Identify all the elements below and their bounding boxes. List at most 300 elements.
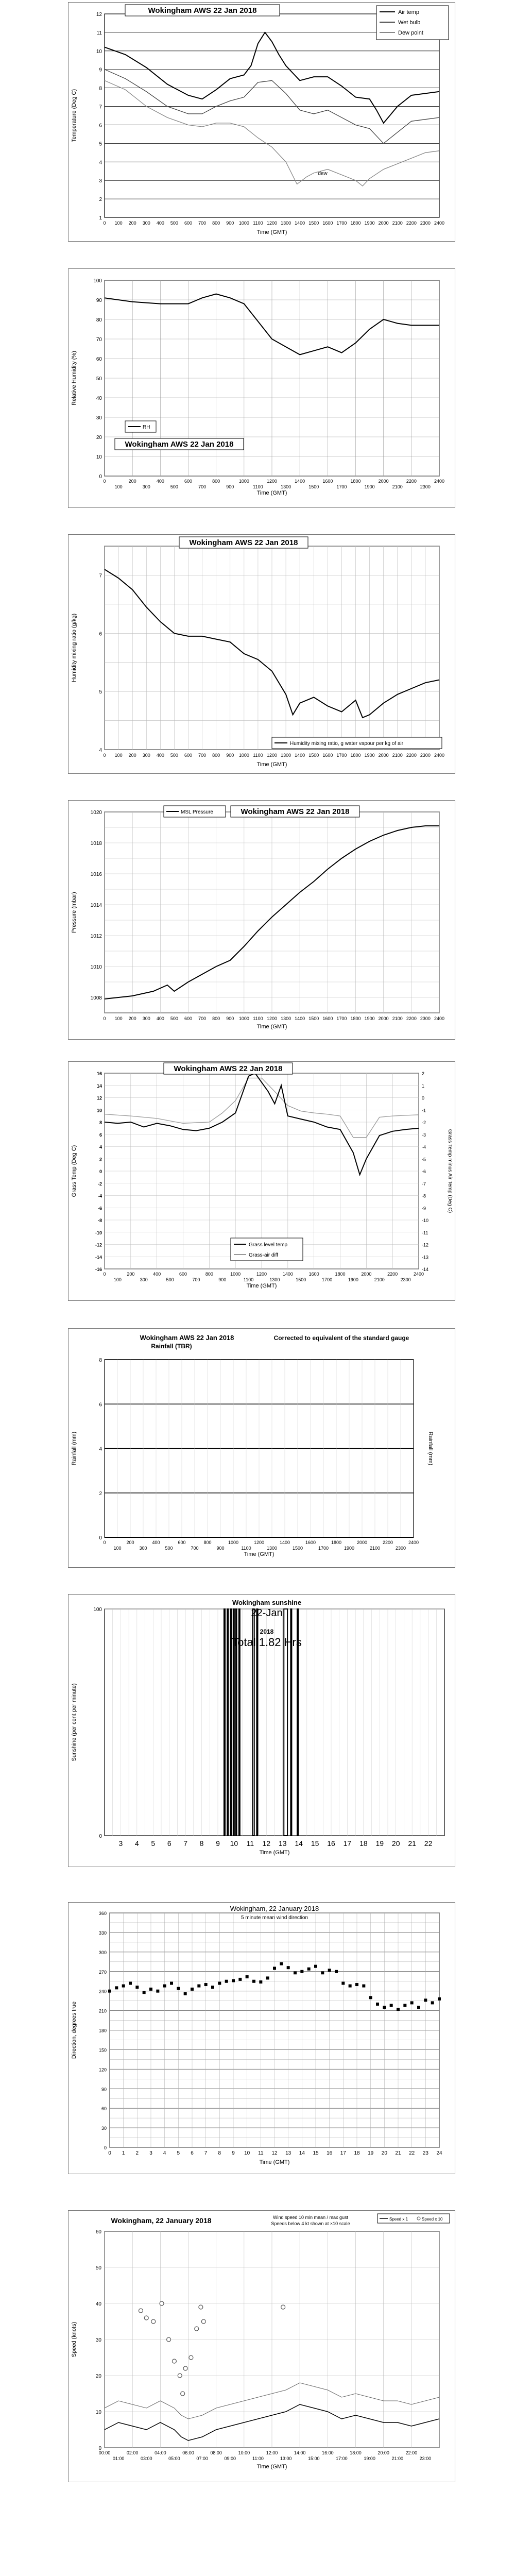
grass-y-tick-label: 12	[96, 1095, 102, 1101]
humidity-chart-svg	[68, 269, 455, 507]
hr-x-tick-label: 1200	[266, 753, 278, 758]
wd-point	[115, 1986, 118, 1989]
temp-x-tick-label: 2300	[420, 221, 431, 226]
wd-point	[108, 1990, 111, 1993]
wd-point	[424, 1998, 427, 2002]
y-axis-label: Relative Humidity (%)	[71, 351, 77, 405]
rh-x-tick-label-lower: 700	[198, 484, 207, 489]
grass-y2-tick-label: -8	[422, 1193, 426, 1199]
ws-x-tick-label-lower: 05:00	[168, 2456, 180, 2461]
rainfall-chart	[68, 1328, 455, 1568]
hr-x-tick-label: 1700	[336, 753, 347, 758]
rain-y-tick-label: 4	[99, 1446, 102, 1452]
temp-x-tick-label: 1800	[350, 221, 361, 226]
pres-x-tick-label: 1600	[322, 1016, 333, 1021]
ws-y-tick-label: 50	[95, 2265, 101, 2271]
wd-y-tick-label: 360	[98, 1911, 107, 1916]
grass-y-tick-label: 4	[99, 1144, 102, 1150]
pres-x-tick-label: 900	[226, 1016, 234, 1021]
ws-point-x10	[160, 2301, 164, 2306]
temperature-chart	[68, 2, 455, 242]
rh-y-tick-label: 40	[96, 396, 102, 401]
grass-y-tick-label: 0	[99, 1169, 102, 1174]
rain-x-tick-label-lower: 2100	[369, 1546, 381, 1551]
wd-point	[403, 2004, 406, 2007]
grass-x-tick-label: 600	[179, 1272, 187, 1277]
rain-x-tick-label-lower: 1500	[292, 1546, 303, 1551]
sun-x-tick-label: 6	[167, 1839, 171, 1848]
humidity-ratio-chart	[68, 534, 455, 774]
temp-y-tick-label: 5	[99, 141, 102, 147]
hr-title: Wokingham AWS 22 Jan 2018	[189, 538, 298, 547]
sunshine-bar	[227, 1609, 228, 1836]
ws-x-tick-label: 08:00	[210, 2450, 222, 2455]
ws-x-tick-label-lower: 23:00	[419, 2456, 432, 2461]
hr-x-tick-label: 2400	[434, 753, 445, 758]
wd-point	[355, 1983, 358, 1986]
wd-x-tick-label: 18	[354, 2150, 360, 2156]
temp-y-tick-label: 8	[99, 86, 102, 92]
wd-x-tick-label: 15	[313, 2150, 319, 2156]
grass-chart-svg	[68, 1062, 455, 1300]
ws-point-x10	[183, 2366, 187, 2370]
rh-y-tick-label: 10	[96, 454, 102, 460]
wd-point	[204, 1983, 208, 1986]
rain-x-tick-label: 200	[126, 1540, 134, 1545]
x-axis-label: Time (GMT)	[244, 1551, 274, 1557]
grass-y-tick-label: -4	[97, 1193, 102, 1199]
pres-x-tick-label: 1300	[281, 1016, 291, 1021]
temp-title: Wokingham AWS 22 Jan 2018	[148, 6, 257, 15]
hr-y-tick-label: 4	[99, 748, 102, 753]
ws-point-x10	[201, 2319, 205, 2324]
rain-subtitle: Rainfall (TBR)	[151, 1343, 192, 1350]
wd-x-tick-label: 22	[409, 2150, 415, 2156]
temp-x-tick-label: 1400	[295, 221, 305, 226]
rain-x-tick-label-lower: 700	[191, 1546, 199, 1551]
temp-y-tick-label: 6	[99, 123, 102, 129]
ws-point-x10	[144, 2316, 148, 2320]
humidity-chart	[68, 268, 455, 508]
temp-y-tick-label: 12	[96, 12, 102, 18]
wd-point	[390, 2004, 393, 2007]
grass-x-tick-label-lower: 2100	[374, 1277, 385, 1282]
sun-y-tick-label: 0	[99, 1834, 102, 1839]
x-axis-label: Time (GMT)	[256, 761, 287, 768]
pres-y-tick-label: 1018	[90, 841, 102, 846]
grass-y2-tick-label: -14	[422, 1267, 429, 1272]
wd-point	[376, 2003, 379, 2006]
sun-x-tick-label: 13	[278, 1839, 287, 1848]
hr-y-tick-label: 6	[99, 631, 102, 637]
sun-x-tick-label: 17	[343, 1839, 352, 1848]
hr-x-tick-label: 2100	[392, 753, 403, 758]
hr-x-tick-label: 1100	[253, 753, 263, 758]
grass-y-tick-label: 14	[96, 1083, 102, 1089]
grass-x-tick-label: 2400	[413, 1272, 424, 1277]
rh-x-tick-label: 800	[212, 479, 220, 484]
sun-x-tick-label: 10	[230, 1839, 238, 1848]
hr-x-tick-label: 2300	[420, 753, 431, 758]
grass-x-tick-label-lower: 700	[192, 1277, 200, 1282]
pres-x-tick-label: 1900	[364, 1016, 375, 1021]
x-axis-label: Time (GMT)	[259, 2159, 290, 2165]
rh-x-tick-label: 2400	[434, 479, 445, 484]
grass-x-tick-label-lower: 1700	[322, 1277, 333, 1282]
ws-y-tick-label: 20	[95, 2374, 101, 2379]
y-axis-label: Rainfall (mm)	[71, 1431, 77, 1466]
ws-point-x10	[172, 2359, 176, 2363]
y2-axis-label: Rainfall (mm)	[427, 1431, 434, 1466]
hr-x-tick-label: 400	[156, 753, 164, 758]
grass-y2-tick-label: -11	[422, 1230, 428, 1235]
dew-annotation: dew	[318, 171, 328, 177]
grass-y2-tick-label: -7	[422, 1181, 426, 1187]
x-axis-label: Time (GMT)	[256, 2464, 287, 2470]
grass-x-tick-label: 400	[153, 1272, 161, 1277]
sun-x-tick-label: 19	[375, 1839, 384, 1848]
sun-x-tick-label: 15	[311, 1839, 319, 1848]
wd-x-tick-label: 9	[232, 2150, 235, 2156]
pres-x-tick-label: 800	[212, 1016, 220, 1021]
wd-y-tick-label: 330	[98, 1930, 107, 1936]
x-axis-label: Time (GMT)	[256, 229, 287, 235]
rh-x-tick-label-lower: 1500	[308, 484, 319, 489]
ws-legend-label: Speed x 10	[422, 2217, 443, 2222]
wd-x-tick-label: 17	[340, 2150, 346, 2156]
ws-x-tick-label: 00:00	[98, 2450, 111, 2455]
sun-year: 2018	[260, 1628, 274, 1635]
hr-x-tick-label: 0	[103, 753, 106, 758]
ws-x-tick-label: 06:00	[182, 2450, 194, 2455]
rh-legend-label: RH	[143, 425, 150, 430]
wind-direction-chart-svg	[68, 1903, 455, 2174]
rain-x-tick-label: 1800	[331, 1540, 342, 1545]
wd-point	[362, 1985, 365, 1988]
temp-x-tick-label: 600	[184, 221, 193, 226]
pres-title: Wokingham AWS 22 Jan 2018	[241, 807, 350, 816]
temp-y-tick-label: 3	[99, 178, 102, 184]
wd-x-tick-label: 19	[368, 2150, 374, 2156]
rh-x-tick-label: 1400	[295, 479, 305, 484]
sun-x-tick-label: 16	[327, 1839, 335, 1848]
wd-subtitle: 5 minute mean wind direction	[241, 1915, 308, 1921]
rain-y-tick-label: 2	[99, 1490, 102, 1497]
hr-x-tick-label: 900	[226, 753, 234, 758]
sun-x-tick-label: 22	[424, 1839, 433, 1848]
pres-y-tick-label: 1020	[90, 810, 102, 816]
rain-y-tick-label: 6	[99, 1402, 102, 1408]
wd-point	[369, 1996, 372, 1999]
grass-x-tick-label-lower: 100	[113, 1277, 122, 1282]
wd-point	[191, 1988, 194, 1991]
pres-x-tick-label: 1000	[238, 1016, 249, 1021]
temp-x-tick-label: 1200	[266, 221, 278, 226]
temp-x-tick-label: 300	[142, 221, 150, 226]
rain-x-tick-label-lower: 1300	[266, 1546, 278, 1551]
hr-x-tick-label: 500	[170, 753, 178, 758]
pres-x-tick-label: 0	[103, 1016, 106, 1021]
rh-title: Wokingham AWS 22 Jan 2018	[125, 440, 234, 449]
temp-y-tick-label: 1	[99, 215, 102, 221]
rh-y-tick-label: 100	[93, 278, 102, 284]
sun-x-tick-label: 7	[183, 1839, 188, 1848]
grass-y2-tick-label: -1	[422, 1108, 426, 1113]
ws-point-x10	[139, 2309, 143, 2313]
rh-x-tick-label-lower: 2100	[392, 484, 403, 489]
wd-point	[341, 1982, 345, 1985]
grass-x-tick-label: 1200	[256, 1272, 267, 1277]
sun-x-tick-label: 5	[151, 1839, 156, 1848]
grass-y2-tick-label: -10	[422, 1218, 429, 1223]
temp-y-tick-label: 9	[99, 67, 102, 73]
temp-x-tick-label: 1300	[281, 221, 291, 226]
grass-y-tick-label: -12	[95, 1242, 102, 1248]
wd-x-tick-label: 21	[395, 2150, 401, 2156]
rh-y-tick-label: 70	[96, 337, 102, 343]
temp-legend-label: Wet bulb	[398, 20, 421, 26]
rh-x-tick-label: 1800	[350, 479, 361, 484]
temp-x-tick-label: 1900	[364, 221, 375, 226]
sun-x-tick-label: 21	[408, 1839, 416, 1848]
y-axis-label: Pressure (mbar)	[71, 892, 77, 933]
wd-point	[314, 1965, 317, 1968]
grass-x-tick-label-lower: 1900	[348, 1277, 358, 1282]
rain-x-tick-label: 800	[203, 1540, 212, 1545]
sun-total: Total 1.82 Hrs	[232, 1636, 302, 1649]
ws-x-tick-label: 12:00	[266, 2450, 278, 2455]
ws-x-tick-label: 20:00	[377, 2450, 389, 2455]
rain-x-tick-label: 2200	[382, 1540, 393, 1545]
wind-speed-chart-svg	[68, 2211, 455, 2482]
grass-x-tick-label: 2000	[361, 1272, 372, 1277]
grass-y2-tick-label: -4	[422, 1144, 426, 1150]
ws-y-tick-label: 40	[95, 2301, 101, 2307]
grass-x-tick-label: 0	[103, 1272, 106, 1277]
ws-subtitle: Wind speed 10 min mean / max gust	[272, 2215, 349, 2220]
wd-point	[273, 1967, 276, 1970]
grass-legend-label: Grass level temp	[249, 1242, 288, 1248]
rh-x-tick-label-lower: 300	[142, 484, 150, 489]
wd-x-tick-label: 11	[258, 2150, 264, 2156]
grass-x-tick-label-lower: 1500	[296, 1277, 306, 1282]
ws-point-x10	[199, 2305, 203, 2309]
ws-x-tick-label-lower: 21:00	[391, 2456, 404, 2461]
ws-point-x10	[281, 2305, 285, 2309]
ws-x-tick-label: 16:00	[322, 2450, 334, 2455]
wd-y-tick-label: 90	[101, 2087, 107, 2092]
ws-y-tick-label: 60	[95, 2229, 101, 2235]
grass-x-tick-label: 1400	[282, 1272, 293, 1277]
rh-x-tick-label-lower: 1300	[281, 484, 291, 489]
wd-x-tick-label: 14	[299, 2150, 305, 2156]
pressure-chart	[68, 800, 455, 1040]
pres-legend-label: MSL Pressure	[181, 809, 213, 815]
wd-x-tick-label: 6	[191, 2150, 194, 2156]
grass-title: Wokingham AWS 22 Jan 2018	[174, 1064, 283, 1073]
ws-title: Wokingham, 22 January 2018	[111, 2216, 212, 2225]
wd-x-tick-label: 8	[218, 2150, 221, 2156]
ws-legend-swatch	[417, 2217, 420, 2220]
wd-y-tick-label: 120	[98, 2067, 107, 2073]
y-axis-label: Temperature (Deg C)	[71, 89, 77, 143]
rh-x-tick-label: 400	[156, 479, 164, 484]
wd-x-tick-label: 4	[163, 2150, 166, 2156]
pres-x-tick-label: 2000	[378, 1016, 389, 1021]
wd-point	[438, 1997, 441, 2001]
pres-x-tick-label: 1100	[253, 1016, 263, 1021]
hr-x-tick-label: 800	[212, 753, 220, 758]
humidity-ratio-chart-svg	[68, 535, 455, 773]
grass-x-tick-label-lower: 500	[166, 1277, 174, 1282]
wind-direction-chart	[68, 1902, 455, 2174]
rain-x-tick-label: 1400	[279, 1540, 290, 1545]
grass-chart	[68, 1061, 455, 1301]
sunshine-chart	[68, 1594, 455, 1867]
temp-x-tick-label: 0	[103, 221, 106, 226]
wd-point	[184, 1992, 187, 1995]
wd-x-tick-label: 16	[327, 2150, 333, 2156]
grass-x-tick-label-lower: 1100	[243, 1277, 254, 1282]
hr-x-tick-label: 1000	[238, 753, 249, 758]
y2-axis-label: Grass Temp minus Air Temp (Deg C)	[447, 1129, 453, 1213]
ws-x-tick-label-lower: 19:00	[364, 2456, 375, 2461]
sun-x-tick-label: 12	[262, 1839, 271, 1848]
wd-point	[238, 1978, 242, 1981]
y-axis-label: Humidity mixing ratio (g/kg)	[71, 613, 77, 683]
grass-x-tick-label: 800	[205, 1272, 213, 1277]
ws-y-tick-label: 0	[98, 2446, 101, 2451]
hr-x-tick-label: 600	[184, 753, 193, 758]
ws-point-x10	[151, 2319, 156, 2324]
ws-x-tick-label: 04:00	[154, 2450, 166, 2455]
rh-x-tick-label: 1600	[322, 479, 333, 484]
grass-y-tick-label: -2	[97, 1181, 102, 1187]
temp-x-tick-label: 1100	[253, 221, 263, 226]
grass-y-tick-label: -14	[95, 1255, 102, 1260]
pres-x-tick-label: 200	[128, 1016, 136, 1021]
ws-x-tick-label-lower: 09:00	[224, 2456, 236, 2461]
hr-x-tick-label: 200	[128, 753, 136, 758]
wd-y-tick-label: 270	[98, 1969, 107, 1975]
grass-y2-tick-label: -5	[422, 1157, 426, 1162]
ws-subtitle2: Speeds below 4 kt shown at ×10 scale	[271, 2221, 350, 2226]
wd-point	[122, 1985, 125, 1988]
wd-point	[143, 1991, 146, 1994]
wd-x-tick-label: 10	[244, 2150, 250, 2156]
wd-point	[246, 1975, 249, 1978]
ws-point-x10	[195, 2327, 199, 2331]
rh-y-tick-label: 90	[96, 298, 102, 303]
grass-y2-tick-label: 0	[422, 1095, 425, 1101]
y-axis-label: Sunshine (per cent per minute)	[71, 1683, 77, 1761]
ws-point-x10	[167, 2337, 171, 2342]
wd-point	[129, 1982, 132, 1985]
pressure-chart-svg	[68, 801, 455, 1039]
pres-x-tick-label: 2200	[406, 1016, 417, 1021]
wd-x-tick-label: 24	[436, 2150, 442, 2156]
temp-y-tick-label: 10	[96, 48, 102, 55]
wd-x-tick-label: 23	[422, 2150, 428, 2156]
ws-point-x10	[178, 2374, 182, 2378]
rh-x-tick-label: 1000	[238, 479, 249, 484]
rain-x-tick-label-lower: 100	[113, 1546, 122, 1551]
hr-x-tick-label: 700	[198, 753, 207, 758]
grass-y2-tick-label: -13	[422, 1255, 429, 1260]
grass-x-tick-label-lower: 900	[218, 1277, 227, 1282]
wd-x-tick-label: 1	[122, 2150, 125, 2156]
wd-title: Wokingham, 22 January 2018	[230, 1905, 319, 1912]
pres-y-tick-label: 1014	[90, 903, 102, 908]
wd-point	[410, 2001, 414, 2004]
pres-x-tick-label: 700	[198, 1016, 207, 1021]
sun-title: Wokingham sunshine	[232, 1599, 302, 1606]
sun-x-tick-label: 11	[246, 1839, 254, 1848]
rh-x-tick-label: 2000	[378, 479, 389, 484]
ws-x-tick-label-lower: 11:00	[252, 2456, 264, 2461]
rain-x-tick-label: 1000	[228, 1540, 239, 1545]
rain-x-tick-label: 400	[152, 1540, 160, 1545]
temp-x-tick-label: 1000	[238, 221, 249, 226]
rh-x-tick-label: 0	[103, 479, 106, 484]
wd-y-tick-label: 210	[98, 2008, 107, 2014]
wd-y-tick-label: 300	[98, 1950, 107, 1955]
wd-point	[135, 1986, 139, 1989]
grass-y-tick-label: 8	[99, 1120, 102, 1125]
wd-x-tick-label: 7	[204, 2150, 208, 2156]
rain-y-tick-label: 8	[99, 1358, 102, 1363]
wd-point	[177, 1987, 180, 1990]
wd-y-tick-label: 240	[98, 1989, 107, 1994]
pres-y-tick-label: 1012	[90, 934, 102, 939]
x-axis-label: Time (GMT)	[256, 1024, 287, 1030]
wd-point	[307, 1968, 311, 1971]
pres-x-tick-label: 1400	[295, 1016, 305, 1021]
pres-x-tick-label: 1500	[308, 1016, 319, 1021]
wd-point	[225, 1980, 228, 1983]
wd-point	[294, 1971, 297, 1974]
wd-point	[197, 1985, 200, 1988]
sunshine-bar	[224, 1609, 225, 1836]
ws-x-tick-label-lower: 01:00	[112, 2456, 125, 2461]
ws-y-tick-label: 30	[95, 2337, 101, 2343]
grass-y-tick-label: -16	[95, 1267, 102, 1272]
grass-y-tick-label: -10	[95, 1230, 102, 1235]
hr-x-tick-label: 1500	[308, 753, 319, 758]
rh-x-tick-label: 600	[184, 479, 193, 484]
hr-y-tick-label: 7	[99, 573, 102, 579]
grass-x-tick-label-lower: 1300	[269, 1277, 280, 1282]
pres-x-tick-label: 500	[170, 1016, 178, 1021]
rh-x-tick-label-lower: 500	[170, 484, 178, 489]
ws-x-tick-label: 22:00	[405, 2450, 418, 2455]
wd-point	[218, 1982, 221, 1985]
hr-x-tick-label: 300	[142, 753, 150, 758]
hr-x-tick-label: 1900	[364, 753, 375, 758]
pres-x-tick-label: 1200	[266, 1016, 278, 1021]
pres-x-tick-label: 1700	[336, 1016, 347, 1021]
wd-point	[232, 1979, 235, 1982]
rain-x-tick-label-lower: 1700	[318, 1546, 329, 1551]
sun-y-tick-label: 100	[93, 1607, 102, 1613]
wd-y-tick-label: 180	[98, 2028, 107, 2033]
rain-x-tick-label: 2000	[356, 1540, 368, 1545]
rain-x-tick-label-lower: 1100	[241, 1546, 251, 1551]
ws-x-tick-label-lower: 15:00	[307, 2456, 320, 2461]
grass-y2-tick-label: -12	[422, 1242, 429, 1248]
pres-x-tick-label: 300	[142, 1016, 150, 1021]
ws-point-x10	[189, 2355, 193, 2360]
